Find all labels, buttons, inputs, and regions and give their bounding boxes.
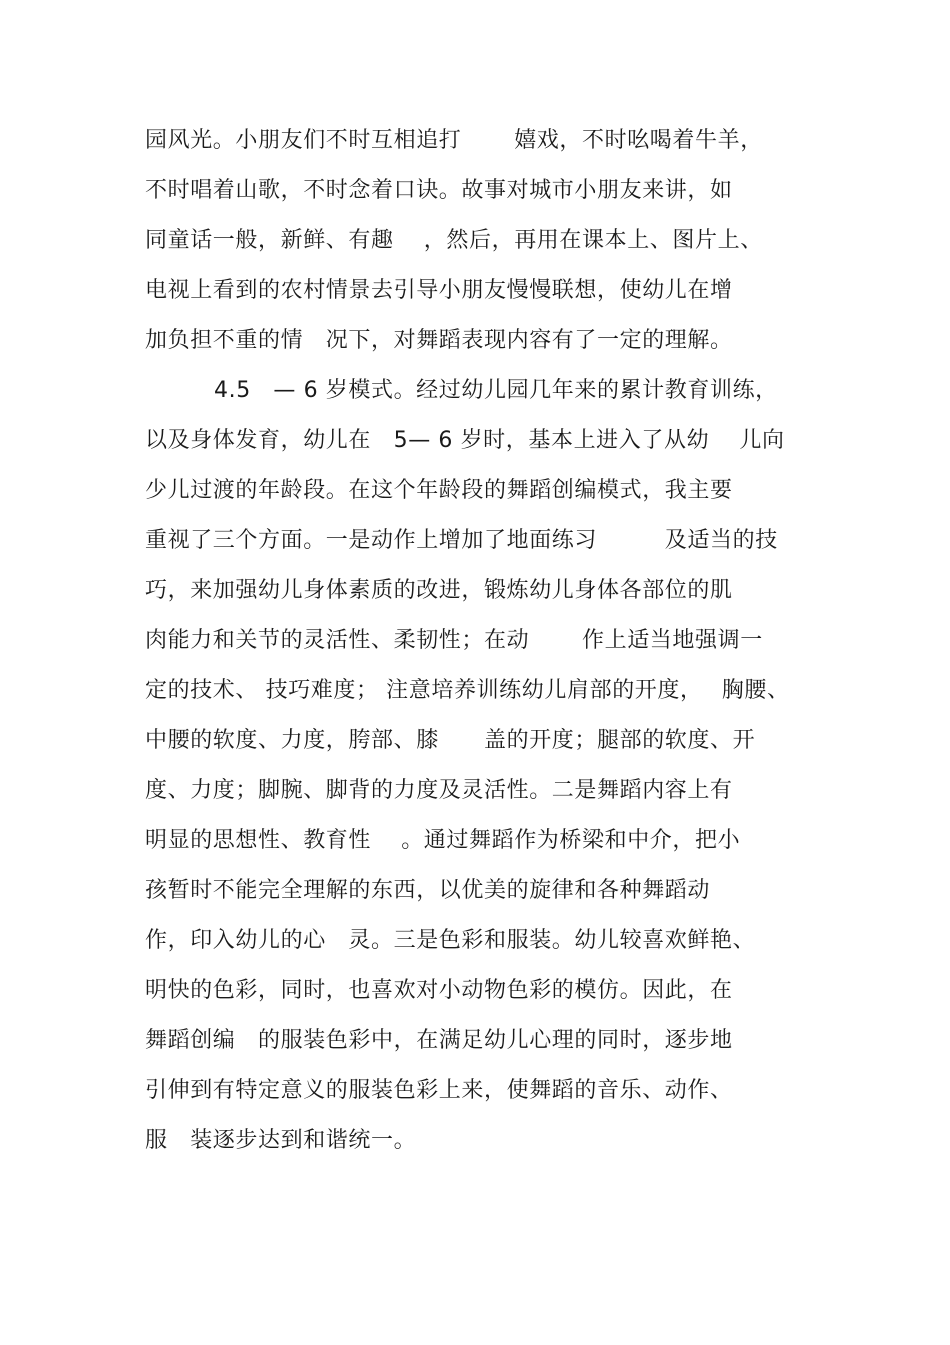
text-line: 重视了三个方面。一是动作上增加了地面练习 及适当的技 — [145, 528, 778, 553]
text-line: 中腰的软度、力度，胯部、膝 盖的开度；腿部的软度、开 — [145, 728, 756, 753]
text-line: 同童话一般，新鲜、有趣 ，然后，再用在课本上、图片上、 — [145, 228, 763, 253]
text-line: 电视上看到的农村情景去引导小朋友慢慢联想，使幼儿在增 — [145, 278, 733, 303]
text-line: 孩暂时不能完全理解的东西，以优美的旋律和各种舞蹈动 — [145, 878, 711, 903]
text-line: 定的技术、 技巧难度； 注意培养训练幼儿肩部的开度， 胸腰、 — [145, 678, 790, 703]
text-line: 明快的色彩，同时，也喜欢对小动物色彩的模仿。因此，在 — [145, 978, 733, 1003]
text-line: 4.5 — 6 岁模式。经过幼儿园几年来的累计教育训练， — [214, 378, 778, 403]
text-line: 作，印入幼儿的心 灵。三是色彩和服装。幼儿较喜欢鲜艳、 — [145, 928, 756, 953]
text-line: 少儿过渡的年龄段。在这个年龄段的舞蹈创编模式，我主要 — [145, 478, 733, 503]
text-line: 引伸到有特定意义的服装色彩上来，使舞蹈的音乐、动作、 — [145, 1078, 733, 1103]
text-line: 以及身体发育，幼儿在 5— 6 岁时，基本上进入了从幼 儿向 — [145, 428, 785, 453]
text-line: 巧，来加强幼儿身体素质的改进，锻炼幼儿身体各部位的肌 — [145, 578, 733, 603]
text-line: 园风光。小朋友们不时互相追打 嬉戏，不时吆喝着牛羊， — [145, 128, 763, 153]
text-line: 明显的思想性、教育性 。通过舞蹈作为桥梁和中介，把小 — [145, 828, 741, 853]
text-line: 服 装逐步达到和谐统一。 — [145, 1128, 417, 1153]
text-line: 不时唱着山歌，不时念着口诀。故事对城市小朋友来讲，如 — [145, 178, 733, 203]
text-line: 肉能力和关节的灵活性、柔韧性；在动 作上适当地强调一 — [145, 628, 763, 653]
text-line: 度、力度；脚腕、脚背的力度及灵活性。二是舞蹈内容上有 — [145, 778, 733, 803]
text-line: 加负担不重的情 况下，对舞蹈表现内容有了一定的理解。 — [145, 328, 733, 353]
text-line: 舞蹈创编 的服装色彩中，在满足幼儿心理的同时，逐步地 — [145, 1028, 733, 1053]
